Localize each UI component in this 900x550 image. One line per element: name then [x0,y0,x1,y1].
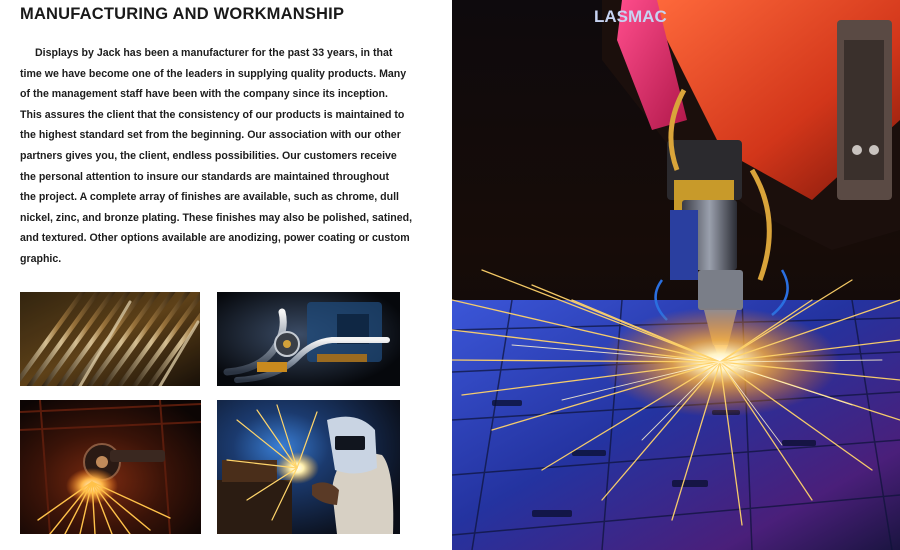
body-line: partners gives you, the client, endless possibilities. Our customers receive [20,149,397,162]
laser-cutter-hero-photo [452,0,900,550]
body-line: Displays by Jack has been a manufacturer for the past 33 years, in that [35,47,393,59]
body-line: graphic. [20,252,62,265]
body-line: the project. A complete array of finishes are available, such as chrome, dull [20,191,399,204]
welder-photo [217,400,400,534]
body-line: This assures the client that the consistency of our products is maintained to [20,108,405,121]
body-line: the highest standard set from the beginning. Our association with our other [20,129,401,142]
body-line: nickel, zinc, and bronze plating. These finishes may also be polished, satined, [20,211,413,224]
grinding-sparks-photo [20,400,201,534]
tube-bending-machine-photo [217,292,400,386]
section-body [20,43,412,270]
body-line: the personal attention to insure our standards are maintained throughout [20,170,390,183]
body-line: and textured. Other options available are anodizing, power coating or custom [20,232,410,245]
body-line: of the management staff have been with the company since its inception. [20,88,388,101]
machine-brand: LASMAC [594,7,667,26]
body-line: time we have become one of the leaders in supplying quality products. Many [20,67,407,80]
section-title: MANUFACTURING AND WORKMANSHIP [20,5,345,23]
metal-tubes-photo [20,292,200,386]
